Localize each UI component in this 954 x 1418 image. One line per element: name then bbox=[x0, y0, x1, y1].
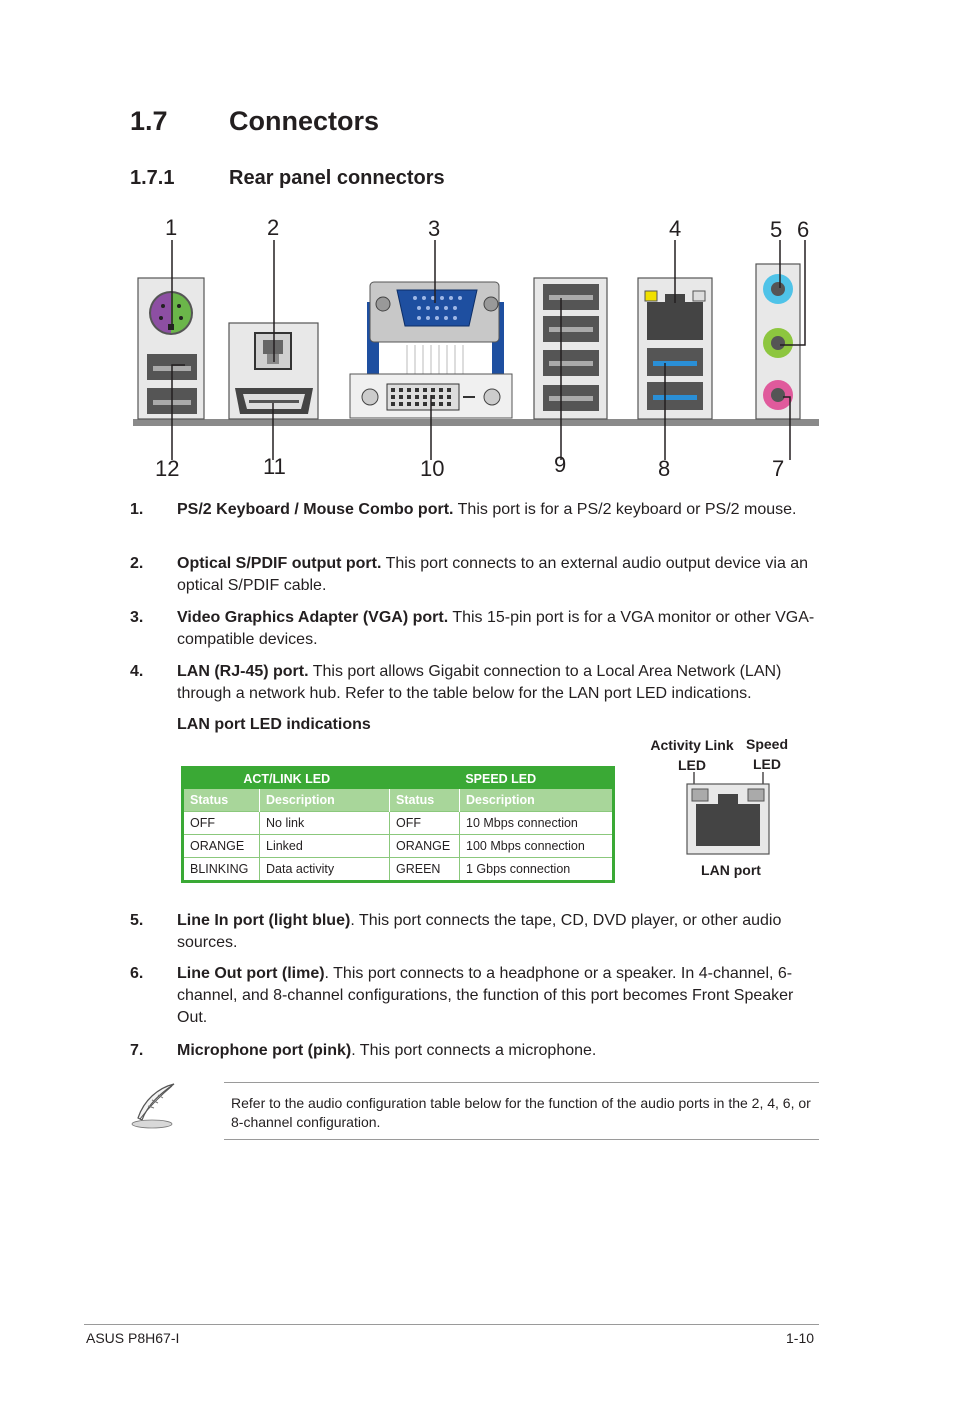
footer-page-number: 1-10 bbox=[786, 1330, 815, 1346]
table-cell: ORANGE bbox=[183, 835, 260, 858]
item-title: Optical S/PDIF output port. bbox=[177, 555, 382, 572]
table-header-row bbox=[183, 768, 614, 790]
audio-jacks-connector bbox=[756, 264, 800, 419]
item-title: Microphone port (pink) bbox=[177, 1042, 352, 1059]
activity-led-label-line: LED bbox=[678, 757, 706, 773]
speed-led-label-line: Speed bbox=[745, 736, 788, 752]
table-cell: OFF bbox=[183, 812, 260, 835]
table-row bbox=[183, 812, 614, 835]
section-heading bbox=[130, 106, 379, 137]
item-number: 4. bbox=[130, 663, 144, 680]
list-item bbox=[130, 553, 820, 597]
note-top-rule bbox=[224, 1082, 819, 1083]
lan-port-figure bbox=[686, 772, 772, 858]
table-cell: BLINKING bbox=[183, 858, 260, 882]
item-text: This port allows Gigabit connection to a Local Area Network (LAN) through a network hub. Refer to the table below for the LAN port LED indications. bbox=[177, 663, 782, 702]
callout-10: 10 bbox=[420, 456, 445, 481]
list-item bbox=[130, 499, 820, 521]
led-table bbox=[181, 766, 615, 883]
column-group-header: ACT/LINK LED bbox=[183, 768, 390, 790]
table-cell: No link bbox=[260, 812, 390, 835]
item-text: . This port connects the tape, CD, DVD player, or other audio sources. bbox=[177, 912, 782, 951]
list-item bbox=[130, 1040, 820, 1062]
item-text: This port connects to an external audio output device via an optical S/PDIF cable. bbox=[177, 555, 809, 594]
lan-port-label: LAN port bbox=[701, 862, 761, 878]
footer-rule bbox=[84, 1324, 819, 1325]
item-title: PS/2 Keyboard / Mouse Combo port. bbox=[177, 501, 454, 518]
item-title: LAN (RJ-45) port. bbox=[177, 663, 309, 680]
item-number: 2. bbox=[130, 555, 144, 572]
table-cell: ORANGE bbox=[390, 835, 460, 858]
item-number: 3. bbox=[130, 609, 144, 626]
speed-led-label bbox=[740, 734, 794, 774]
speed-led-label-line: LED bbox=[753, 756, 781, 772]
item-number: 6. bbox=[130, 965, 144, 982]
callout-3: 3 bbox=[428, 216, 441, 241]
item-number: 1. bbox=[130, 501, 144, 518]
column-header: Status bbox=[390, 789, 460, 812]
table-cell: Data activity bbox=[260, 858, 390, 882]
subsection-number: 1.7.1 bbox=[130, 167, 175, 189]
footer-product: ASUS P8H67-I bbox=[86, 1330, 180, 1346]
column-header: Status bbox=[183, 789, 260, 812]
table-cell: 1 Gbps connection bbox=[460, 858, 614, 882]
rear-panel-diagram bbox=[125, 210, 825, 490]
callout-11: 11 bbox=[263, 454, 286, 479]
callout-9: 9 bbox=[554, 452, 567, 477]
subsection-title: Rear panel connectors bbox=[229, 167, 445, 189]
list-item bbox=[130, 963, 820, 1029]
ps2-usb-connector bbox=[138, 278, 204, 419]
subsection-heading bbox=[130, 167, 445, 190]
table-cell: Linked bbox=[260, 835, 390, 858]
item-title: Line Out port (lime) bbox=[177, 965, 325, 982]
item-title: Line In port (light blue) bbox=[177, 912, 351, 929]
callout-2: 2 bbox=[267, 215, 280, 240]
table-cell: GREEN bbox=[390, 858, 460, 882]
table-cell: 100 Mbps connection bbox=[460, 835, 614, 858]
item-title: Video Graphics Adapter (VGA) port. bbox=[177, 609, 449, 626]
callout-7: 7 bbox=[772, 456, 785, 481]
table-row bbox=[183, 835, 614, 858]
list-item bbox=[130, 607, 820, 651]
note-text: Refer to the audio configuration table below for the function of the audio ports in the 2, 4, 6, or 8-channel configuration. bbox=[231, 1095, 811, 1130]
activity-led-label bbox=[646, 735, 738, 775]
usb-stack-connector bbox=[534, 278, 607, 419]
note-bottom-rule bbox=[224, 1139, 819, 1140]
callout-1: 1 bbox=[165, 215, 178, 240]
item-text: . This port connects to a headphone or a speaker. In 4-channel, 6-channel, and 8-channel configurations, the function of this port becomes Front Speaker Out. bbox=[177, 965, 794, 1026]
panel-baseline bbox=[133, 419, 819, 426]
callout-12: 12 bbox=[155, 456, 180, 481]
item-text: This 15-pin port is for a VGA monitor or other VGA-compatible devices. bbox=[177, 609, 815, 648]
callout-8: 8 bbox=[658, 456, 671, 481]
column-group-header: SPEED LED bbox=[390, 768, 614, 790]
item-text: . This port connects a microphone. bbox=[351, 1042, 597, 1059]
callout-4: 4 bbox=[669, 216, 682, 241]
section-number: 1.7 bbox=[130, 106, 168, 136]
table-row bbox=[183, 858, 614, 882]
item-number: 7. bbox=[130, 1042, 144, 1059]
table-cell: OFF bbox=[390, 812, 460, 835]
item-text: This port is for a PS/2 keyboard or PS/2 mouse. bbox=[453, 501, 797, 518]
activity-led-label-line: Activity Link bbox=[650, 737, 734, 753]
led-table-title: LAN port LED indications bbox=[177, 716, 371, 733]
list-item bbox=[130, 910, 820, 954]
list-item bbox=[130, 661, 820, 705]
table-cell: 10 Mbps connection bbox=[460, 812, 614, 835]
section-title: Connectors bbox=[229, 106, 380, 136]
feather-pen-icon bbox=[128, 1082, 180, 1130]
column-header: Description bbox=[260, 789, 390, 812]
callout-5: 5 bbox=[770, 217, 783, 242]
callout-6: 6 bbox=[797, 217, 810, 242]
column-header: Description bbox=[460, 789, 614, 812]
item-number: 5. bbox=[130, 912, 144, 929]
table-subheader-row bbox=[183, 789, 614, 812]
